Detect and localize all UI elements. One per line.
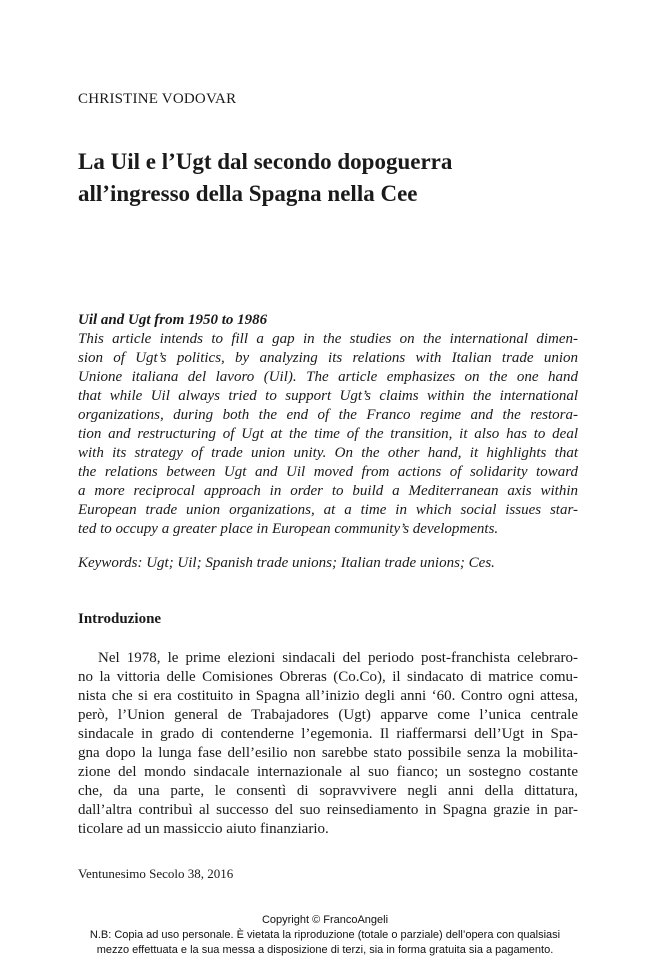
- abstract-line: Unione italiana del lavoro (Uil). The article emphasizes on the one hand: [78, 369, 578, 385]
- author-name: CHRISTINE VODOVAR: [78, 91, 237, 107]
- abstract-line: that while Uil always tried to support Ugt’s claims within the international: [78, 388, 578, 404]
- body-line: ticolare ad un massiccio aiuto finanziario.: [78, 821, 329, 837]
- copyright-note-line: mezzo effettuata e la sua messa a disposizione di terzi, sia in forma gratuita sia a pagamento.: [96, 944, 554, 956]
- abstract-line: the relations between Ugt and Uil moved from actions of solidarity toward: [78, 464, 578, 480]
- copyright-line: Copyright © FrancoAngeli: [261, 914, 389, 926]
- body-line: gna dopo la lunga fase dell’esilio non sarebbe stato possibile senza la mobilita-: [78, 745, 578, 761]
- abstract-line: This article intends to fill a gap in the studies on the international dimen-: [78, 331, 578, 347]
- abstract-line: organizations, during both the end of the Franco regime and the restora-: [78, 407, 578, 423]
- copyright-note-line: N.B: Copia ad uso personale. È vietata la riproduzione (totale o parziale) dell’opera con qualsiasi: [89, 929, 561, 941]
- abstract-line: sion of Ugt’s politics, by analyzing its relations with Italian trade union: [78, 350, 578, 366]
- keywords: Keywords: Ugt; Uil; Spanish trade unions; Italian trade unions; Ces.: [78, 555, 495, 571]
- abstract-line: tion and restructuring of Ugt at the time of the transition, it also has to deal: [78, 426, 578, 442]
- journal-citation: Ventunesimo Secolo 38, 2016: [78, 866, 234, 881]
- body-line: sindacale in grado di contenderne l’egemonia. Il riaffermarsi dell’Ugt in Spa-: [78, 726, 578, 742]
- article-title-line: La Uil e l’Ugt dal secondo dopoguerra: [78, 149, 453, 174]
- body-line: dall’altra contribuì al successo del suo reinsediamento in Spagna grazie in par-: [78, 802, 578, 818]
- copyright-footer: [0, 913, 650, 958]
- body-line: che, da una parte, le consentì di sopravvivere negli anni della dittatura,: [78, 783, 578, 799]
- article-title: [78, 146, 578, 210]
- body-line: Nel 1978, le prime elezioni sindacali del periodo post-franchista celebraro-: [98, 650, 578, 666]
- abstract-title: Uil and Ugt from 1950 to 1986: [78, 312, 268, 328]
- body-line: no la vittoria delle Comisiones Obreras (Co.Co), il sindacato di matrice comu-: [78, 669, 578, 685]
- abstract-line: ted to occupy a greater place in European community’s developments.: [78, 521, 499, 537]
- body-line: però, l’Union general de Trabajadores (Ugt) apparve come l’unica centrale: [78, 707, 578, 723]
- body-line: zione del mondo sindacale internazionale al suo fianco; un sostegno costante: [78, 764, 578, 780]
- article-title-line: all’ingresso della Spagna nella Cee: [78, 181, 418, 206]
- section-heading: Introduzione: [78, 611, 162, 627]
- abstract: [78, 311, 578, 539]
- abstract-line: European trade union organizations, at a time in which social issues star-: [78, 502, 578, 518]
- body-paragraph: [78, 649, 578, 839]
- abstract-line: a more reciprocal approach in order to build a Mediterranean axis within: [78, 483, 578, 499]
- body-line: nista che si era costituito in Spagna all’inizio degli anni ‘60. Contro ogni attesa,: [78, 688, 578, 704]
- abstract-line: with its strategy of trade union unity. On the other hand, it highlights that: [78, 445, 578, 461]
